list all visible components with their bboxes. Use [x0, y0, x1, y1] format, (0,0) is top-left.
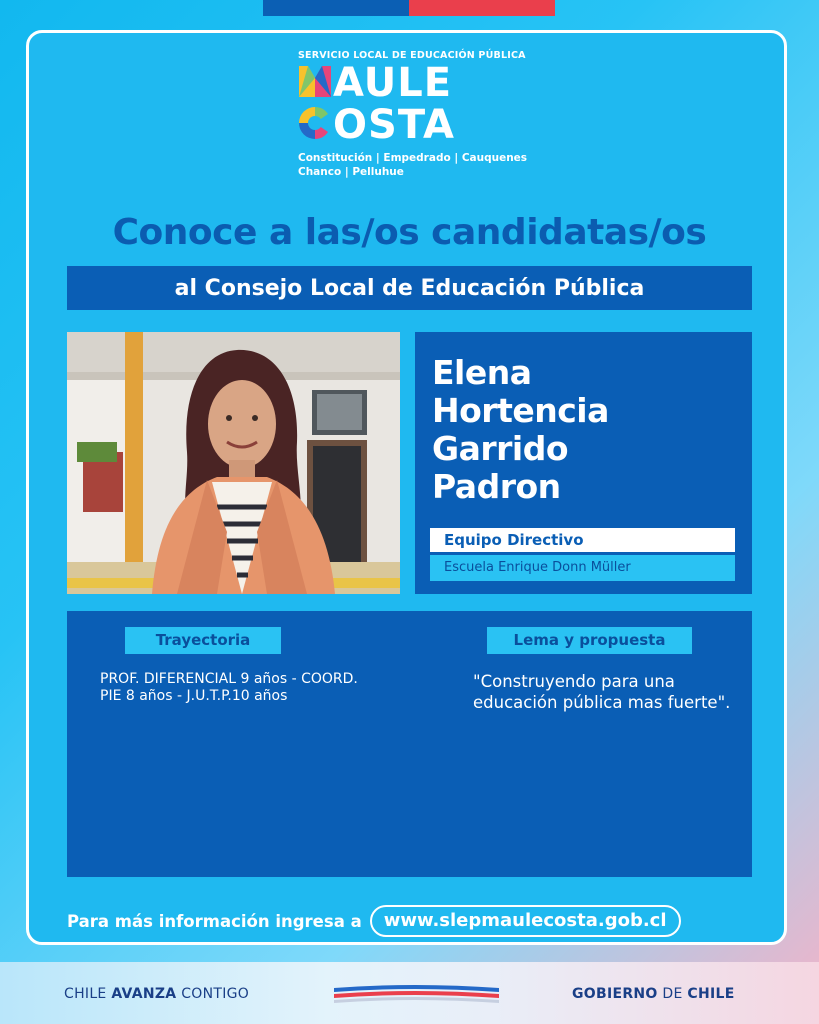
- bottom-right-part1: GOBIERNO: [572, 986, 658, 1002]
- candidate-info-box: [67, 611, 752, 877]
- candidate-school: Escuela Enrique Donn Müller: [430, 555, 735, 581]
- footer-info: [67, 904, 681, 938]
- logo-communes-line2: Chanco | Pelluhue: [298, 166, 404, 178]
- logo-costa-text: OSTA: [333, 102, 455, 148]
- headline: Conoce a las/os candidatas/os: [112, 212, 707, 253]
- candidate-name-line1: Elena: [432, 353, 532, 392]
- top-flag-red: [409, 0, 555, 16]
- logo-communes-line1: Constitución | Empedrado | Cauquenes: [298, 152, 528, 164]
- logo-service-text: SERVICIO LOCAL DE EDUCACIÓN PÚBLICA: [298, 50, 526, 61]
- candidate-role: Equipo Directivo: [430, 528, 735, 552]
- logo-line-costa: [298, 102, 558, 148]
- trayectoria-line2: PIE 8 años - J.U.T.P.10 años: [100, 688, 288, 704]
- lema-label: Lema y propuesta: [487, 627, 692, 654]
- chile-avanza-contigo: [64, 986, 249, 1002]
- bottom-right-part2: DE: [657, 986, 688, 1002]
- lema-text: "Construyendo para una educación pública mas fuerte".: [473, 672, 731, 712]
- top-flag-blue: [263, 0, 409, 16]
- candidate-name-line3: Garrido: [432, 429, 569, 468]
- website-link[interactable]: www.slepmaulecosta.gob.cl: [370, 905, 681, 937]
- top-flag-bar: [263, 0, 555, 16]
- flag-stripe-icon: [334, 982, 499, 1004]
- trayectoria-text: [100, 671, 440, 705]
- subheadline-banner: al Consejo Local de Educación Pública: [67, 266, 752, 310]
- bottom-right-part3: CHILE: [687, 986, 735, 1002]
- bottom-left-part1: CHILE: [64, 986, 112, 1002]
- bottom-left-part3: CONTIGO: [176, 986, 250, 1002]
- logo-c-mark-icon: [298, 106, 332, 140]
- candidate-name-line2: Hortencia: [432, 391, 609, 430]
- logo-line-maule: [298, 60, 558, 106]
- slep-logo: [298, 50, 558, 179]
- candidate-name-line4: Padron: [432, 467, 561, 506]
- candidate-photo: [67, 332, 400, 594]
- trayectoria-line1: PROF. DIFERENCIAL 9 años - COORD.: [100, 671, 358, 687]
- trayectoria-label: Trayectoria: [125, 627, 281, 654]
- bottom-strip: [0, 962, 819, 1024]
- candidate-name-card: [415, 332, 752, 594]
- logo-maule-text: AULE: [333, 60, 453, 106]
- gobierno-de-chile: [572, 986, 735, 1002]
- footer-info-label: Para más información ingresa a: [67, 911, 362, 931]
- candidate-name: [432, 354, 609, 506]
- logo-communes: [298, 151, 558, 179]
- candidate-photo-illustration: [67, 332, 400, 594]
- bottom-left-part2: AVANZA: [111, 986, 177, 1002]
- logo-m-mark-icon: [298, 64, 332, 98]
